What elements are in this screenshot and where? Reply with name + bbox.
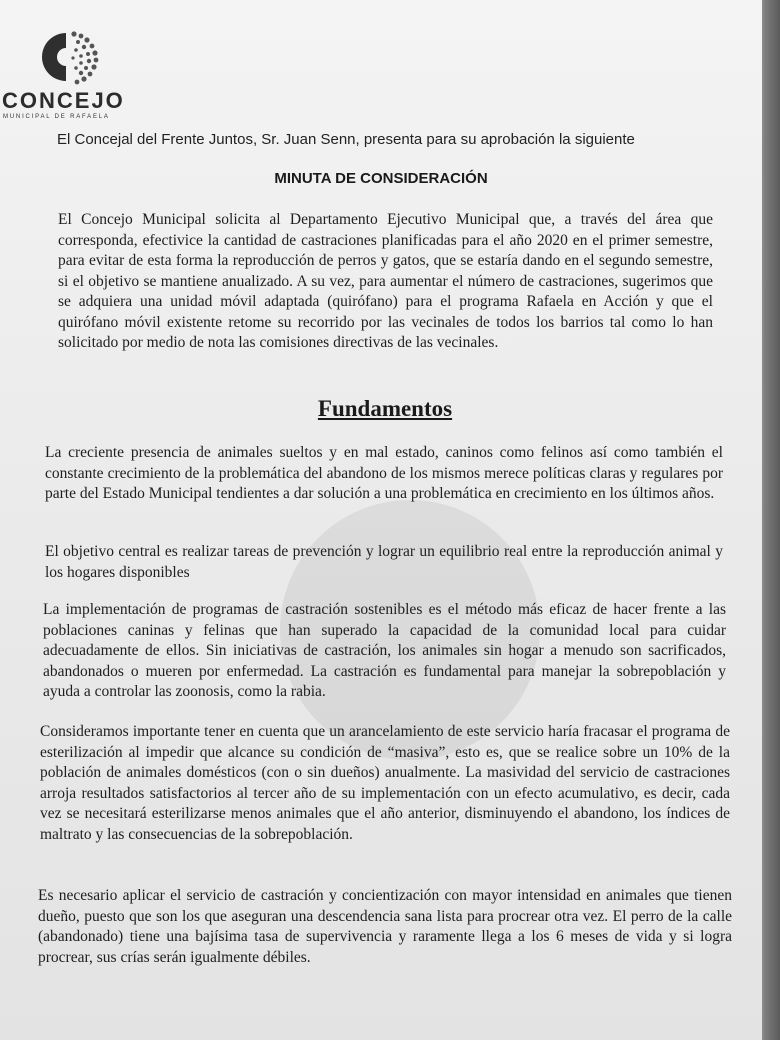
- fundamentos-paragraph-5: Es necesario aplicar el servicio de castración y concientización con mayor intensidad en animales que tienen dueño, puesto que son los que aseguran una descendencia sana lista para procrear otra vez. El perro de la calle (abandonado) tiene una bajísima tasa de supervivencia y raramente llega a los 6 meses de vida y si logra procrear, sus crías serán igualmente débiles.: [38, 887, 732, 966]
- fundamentos-heading: Fundamentos: [317, 396, 453, 421]
- logo-subtitle: MUNICIPAL DE RAFAELA: [3, 114, 110, 120]
- logo-wordmark: CONCEJO: [2, 88, 125, 113]
- intro-line: El Concejal del Frente Juntos, Sr. Juan Senn, presenta para su aprobación la siguiente: [57, 131, 635, 148]
- fundamentos-paragraph-4: Consideramos importante tener en cuenta que un arancelamiento de este servicio haría fracasar el programa de esterilización al impedir que alcance su condición de “masiva”, esto es, que se realice sobre un 10% de la población de animales domésticos (con o sin dueños) anualmente. La masividad del servicio de castraciones arroja resultados satisfactorios al tercer año de su implementación con un efecto acumulativo, es decir, cada vez se necesitará esterilizarse menos animales que el año anterior, disminuyendo el abandono, los índices de maltrato y las consecuencias de la sobrepoblación.: [40, 723, 730, 843]
- minuta-paragraph: El Concejo Municipal solicita al Departamento Ejecutivo Municipal que, a través del área que corresponda, efectivice la cantidad de castraciones planificadas para el año 2020 en el primer semestre, para evitar de esta forma la reproducción de perros y gatos, que se estaría dando en el segundo semestre, si el objetivo se mantiene anualizado. A su vez, para aumentar el número de castraciones, sugerimos que se adquiera una unidad móvil adaptada (quirófano) para el programa Rafaela en Acción y que el quirófano móvil existente retome su recorrido por las vecinales de todos los barrios tal como lo han solicitado por medio de nota las comisiones directivas de las vecinales.: [58, 211, 713, 351]
- fundamentos-paragraph-3: La implementación de programas de castración sostenibles es el método más eficaz de hacer frente a las poblaciones caninas y felinas que han superado la capacidad de la comunidad local para cuidar adecuadamente de ellos. Sin iniciativas de castración, los animales sin hogar a menudo son sacrificados, abandonados o mueren por enfermedad. La castración es fundamental para manejar la sobrepoblación y ayuda a controlar las zoonosis, como la rabia.: [43, 601, 726, 700]
- fundamentos-paragraph-1: La creciente presencia de animales sueltos y en mal estado, caninos como felinos así como también el constante crecimiento de la problemática del abandono de los mismos merece políticas claras y regulares por parte del Estado Municipal tendientes a dar solución a una problemática en crecimiento en los últimos años.: [45, 444, 723, 502]
- minuta-title: MINUTA DE CONSIDERACIÓN: [274, 170, 488, 187]
- fundamentos-paragraph-2: El objetivo central es realizar tareas de prevención y lograr un equilibrio real entre la reproducción animal y los hogares disponibles: [45, 543, 723, 581]
